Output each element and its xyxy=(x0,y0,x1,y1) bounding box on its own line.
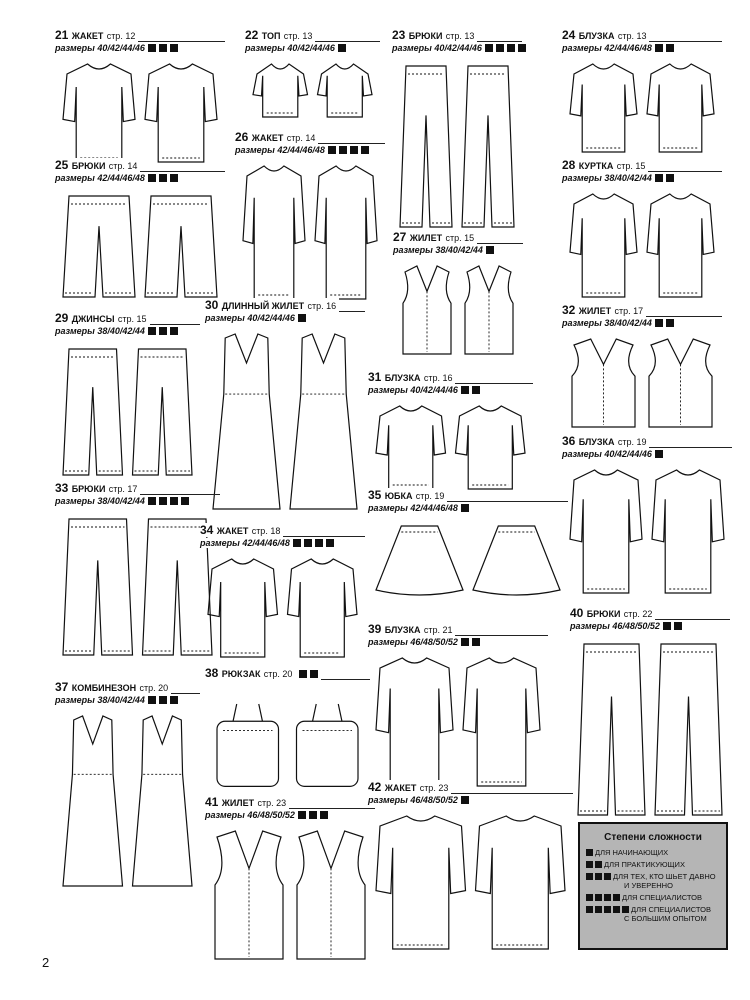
difficulty-square xyxy=(666,174,674,182)
pattern-item-24[interactable] xyxy=(562,30,722,160)
difficulty-square xyxy=(472,638,480,646)
garment-sketch xyxy=(562,466,732,599)
garment-sketch xyxy=(562,60,722,158)
item-number: 42 xyxy=(368,780,382,794)
difficulty-square xyxy=(298,811,306,819)
garment-sketch xyxy=(55,513,220,661)
legend-title: Степени сложности xyxy=(604,832,702,843)
item-header xyxy=(368,624,548,650)
difficulty-square xyxy=(655,450,663,458)
pattern-item-34[interactable] xyxy=(200,525,365,665)
item-name: ЖАКЕТ xyxy=(251,133,284,143)
difficulty-square xyxy=(170,44,178,52)
item-number: 24 xyxy=(562,28,576,42)
difficulty-square xyxy=(666,319,674,327)
item-number: 28 xyxy=(562,158,576,172)
item-sizes xyxy=(235,145,371,155)
garment-sketch xyxy=(200,555,365,663)
pattern-item-29[interactable] xyxy=(55,313,200,483)
item-page: стр. 17 xyxy=(614,306,644,316)
item-header xyxy=(245,30,380,56)
difficulty-square xyxy=(326,539,334,547)
item-title xyxy=(562,303,646,317)
difficulty-square xyxy=(674,622,682,630)
pattern-item-39[interactable] xyxy=(368,624,548,794)
item-title xyxy=(55,311,150,325)
item-sizes xyxy=(562,173,676,183)
legend-row xyxy=(586,860,720,869)
garment-sketch xyxy=(570,638,730,821)
sizes-text: размеры 42/44/46/48 xyxy=(200,538,290,548)
item-header xyxy=(55,483,220,509)
item-name: ДЖИНСЫ xyxy=(71,314,115,324)
pattern-item-35[interactable] xyxy=(368,490,568,600)
item-header xyxy=(55,682,200,708)
sizes-text: размеры 46/48/50/52 xyxy=(205,810,295,820)
item-header xyxy=(570,608,730,634)
difficulty-square xyxy=(309,811,317,819)
difficulty-square xyxy=(159,696,167,704)
pattern-item-37[interactable] xyxy=(55,682,200,892)
difficulty-square xyxy=(655,174,663,182)
item-title xyxy=(368,488,447,502)
pattern-item-36[interactable] xyxy=(562,436,732,601)
pattern-item-22[interactable] xyxy=(245,30,380,125)
garment-sketch xyxy=(205,330,365,513)
item-number: 36 xyxy=(562,434,576,448)
garment-sketch xyxy=(55,343,200,481)
item-number: 38 xyxy=(205,666,219,680)
item-page: стр. 13 xyxy=(445,31,475,41)
item-header xyxy=(368,490,568,516)
item-number: 31 xyxy=(368,370,382,384)
legend-row xyxy=(586,893,720,902)
garment-sketch xyxy=(393,262,523,360)
item-header xyxy=(55,160,225,186)
item-header xyxy=(562,305,722,331)
item-page: стр. 14 xyxy=(286,133,316,143)
difficulty-square xyxy=(298,314,306,322)
item-title xyxy=(235,130,318,144)
item-title xyxy=(570,606,655,620)
difficulty-square xyxy=(461,796,469,804)
item-header xyxy=(235,132,385,158)
item-title xyxy=(205,666,321,680)
item-number: 37 xyxy=(55,680,69,694)
item-name: БРЮКИ xyxy=(71,161,106,171)
sizes-text: размеры 46/48/50/52 xyxy=(368,637,458,647)
item-sizes xyxy=(368,637,482,647)
item-name: БЛУЗКА xyxy=(578,31,615,41)
difficulty-square xyxy=(170,327,178,335)
item-number: 40 xyxy=(570,606,584,620)
difficulty-square xyxy=(472,386,480,394)
pattern-item-38[interactable] xyxy=(205,668,370,793)
sizes-text: размеры 38/40/42/44 xyxy=(393,245,483,255)
difficulty-square xyxy=(148,327,156,335)
pattern-item-31[interactable] xyxy=(368,372,533,497)
item-sizes xyxy=(393,245,496,255)
difficulty-square xyxy=(159,44,167,52)
difficulty-square xyxy=(148,174,156,182)
item-name: БРЮКИ xyxy=(71,484,106,494)
difficulty-square xyxy=(148,44,156,52)
item-header xyxy=(200,525,365,551)
sizes-text: размеры 38/40/42/44 xyxy=(55,496,145,506)
sizes-text: размеры 40/42/44/46 xyxy=(245,43,335,53)
garment-sketch xyxy=(392,60,522,233)
pattern-item-32[interactable] xyxy=(562,305,722,435)
difficulty-square xyxy=(299,670,307,678)
difficulty-square xyxy=(586,849,593,856)
item-page: стр. 13 xyxy=(283,31,313,41)
item-title xyxy=(55,680,171,694)
item-title xyxy=(368,622,455,636)
sizes-text: размеры 38/40/42/44 xyxy=(55,326,145,336)
pattern-item-23[interactable] xyxy=(392,30,522,235)
legend-row xyxy=(586,848,720,857)
difficulty-square xyxy=(170,696,178,704)
item-sizes xyxy=(55,695,180,705)
item-number: 25 xyxy=(55,158,69,172)
item-header xyxy=(205,300,365,326)
garment-sketch xyxy=(55,190,225,303)
pattern-item-42[interactable] xyxy=(368,782,573,957)
difficulty-square xyxy=(293,539,301,547)
difficulty-square xyxy=(148,497,156,505)
item-name: ЮБКА xyxy=(384,491,413,501)
item-page: стр. 13 xyxy=(617,31,647,41)
legend-row xyxy=(586,872,720,890)
item-number: 29 xyxy=(55,311,69,325)
item-sizes xyxy=(55,326,180,336)
item-number: 35 xyxy=(368,488,382,502)
garment-sketch xyxy=(562,190,722,303)
item-sizes xyxy=(562,43,676,53)
item-sizes xyxy=(368,503,471,513)
item-number: 27 xyxy=(393,230,407,244)
item-number: 30 xyxy=(205,298,219,312)
item-title xyxy=(205,298,339,312)
difficulty-square xyxy=(486,246,494,254)
item-sizes xyxy=(55,173,180,183)
pattern-item-40[interactable] xyxy=(570,608,730,823)
pattern-item-41[interactable] xyxy=(205,797,375,967)
sizes-text: размеры 38/40/42/44 xyxy=(562,318,652,328)
legend-row xyxy=(586,905,720,923)
item-page: стр. 16 xyxy=(423,373,453,383)
difficulty-square xyxy=(604,873,611,880)
item-header xyxy=(392,30,522,56)
difficulty-square xyxy=(361,146,369,154)
legend-text-cont: С БОЛЬШИМ ОПЫТОМ xyxy=(624,914,707,923)
difficulty-square xyxy=(320,811,328,819)
item-name: КУРТКА xyxy=(578,161,614,171)
difficulty-square xyxy=(595,873,602,880)
garment-sketch xyxy=(55,712,200,890)
item-title xyxy=(562,28,649,42)
page-number: 2 xyxy=(42,955,50,970)
garment-sketch xyxy=(562,335,722,433)
item-header xyxy=(562,436,732,462)
item-header xyxy=(55,313,200,339)
item-sizes xyxy=(200,538,336,548)
sizes-text: размеры 42/44/46/48 xyxy=(368,503,458,513)
item-page: стр. 17 xyxy=(108,484,138,494)
item-title xyxy=(200,523,283,537)
difficulty-square xyxy=(663,622,671,630)
item-title xyxy=(368,370,455,384)
difficulty-square xyxy=(604,894,611,901)
pattern-item-27[interactable] xyxy=(393,232,523,362)
item-sizes xyxy=(570,621,684,631)
difficulty-square xyxy=(622,906,629,913)
item-page: стр. 22 xyxy=(623,609,653,619)
item-page: стр. 23 xyxy=(257,798,287,808)
item-name: ЖАКЕТ xyxy=(216,526,249,536)
garment-sketch xyxy=(368,520,568,598)
pattern-item-33[interactable] xyxy=(55,483,220,663)
item-name: КОМБИНЕЗОН xyxy=(71,683,137,693)
difficulty-square xyxy=(170,174,178,182)
item-sizes xyxy=(55,496,191,506)
difficulty-square xyxy=(159,174,167,182)
difficulty-square xyxy=(586,873,593,880)
item-page: стр. 23 xyxy=(419,783,449,793)
garment-sketch xyxy=(245,60,380,123)
item-number: 23 xyxy=(392,28,406,42)
item-sizes xyxy=(55,43,180,53)
pattern-item-26[interactable] xyxy=(235,132,385,307)
item-page: стр. 18 xyxy=(251,526,281,536)
difficulty-square xyxy=(613,894,620,901)
difficulty-square xyxy=(170,497,178,505)
item-number: 41 xyxy=(205,795,219,809)
item-title xyxy=(368,780,451,794)
item-number: 33 xyxy=(55,481,69,495)
item-sizes xyxy=(205,810,330,820)
sizes-text: размеры 40/42/44/46 xyxy=(392,43,482,53)
item-title xyxy=(55,158,140,172)
legend-text-cont: И УВЕРЕННО xyxy=(624,881,673,890)
garment-sketch xyxy=(55,60,225,168)
item-header xyxy=(562,160,722,186)
difficulty-square xyxy=(159,497,167,505)
difficulty-square xyxy=(328,146,336,154)
difficulty-square xyxy=(586,906,593,913)
difficulty-square xyxy=(310,670,318,678)
item-sizes xyxy=(392,43,528,53)
difficulty-square xyxy=(604,906,611,913)
difficulty-square xyxy=(586,861,593,868)
legend-text: ДЛЯ ТЕХ, КТО ШЬЕТ ДАВНО xyxy=(613,872,716,881)
difficulty-square xyxy=(304,539,312,547)
item-number: 32 xyxy=(562,303,576,317)
item-header xyxy=(55,30,225,56)
pattern-item-21[interactable] xyxy=(55,30,225,170)
sizes-text: размеры 40/42/44/46 xyxy=(562,449,652,459)
item-number: 39 xyxy=(368,622,382,636)
item-name: ЖАКЕТ xyxy=(71,31,104,41)
garment-sketch xyxy=(368,812,573,955)
item-header xyxy=(562,30,722,56)
difficulty-legend xyxy=(578,822,728,950)
sizes-text: размеры 40/42/44/46 xyxy=(55,43,145,53)
item-page: стр. 19 xyxy=(415,491,445,501)
item-number: 21 xyxy=(55,28,69,42)
garment-sketch xyxy=(368,402,533,495)
item-name: ЖАКЕТ xyxy=(384,783,417,793)
item-sizes xyxy=(562,318,676,328)
item-sizes xyxy=(245,43,348,53)
item-page: стр. 15 xyxy=(117,314,147,324)
item-title xyxy=(205,795,289,809)
difficulty-square xyxy=(461,386,469,394)
sizes-text: размеры 40/42/44/46 xyxy=(368,385,458,395)
item-name: ДЛИННЫЙ ЖИЛЕТ xyxy=(221,301,305,311)
garment-sketch xyxy=(235,162,385,305)
item-title xyxy=(393,230,477,244)
item-name: БРЮКИ xyxy=(408,31,443,41)
item-number: 26 xyxy=(235,130,249,144)
garment-sketch xyxy=(205,698,370,791)
difficulty-square xyxy=(655,319,663,327)
pattern-item-25[interactable] xyxy=(55,160,225,305)
sizes-text: размеры 42/44/46/48 xyxy=(562,43,652,53)
item-header xyxy=(393,232,523,258)
item-title xyxy=(562,434,649,448)
garment-sketch xyxy=(368,654,548,792)
difficulty-square xyxy=(159,327,167,335)
sizes-text: размеры 38/40/42/44 xyxy=(55,695,145,705)
difficulty-square xyxy=(496,44,504,52)
difficulty-square xyxy=(461,638,469,646)
legend-text: ДЛЯ ПРАКТИКУЮЩИХ xyxy=(604,860,685,869)
sizes-text: размеры 46/48/50/52 xyxy=(368,795,458,805)
difficulty-square xyxy=(338,44,346,52)
item-title xyxy=(392,28,477,42)
item-page: стр. 19 xyxy=(617,437,647,447)
item-name: ЖИЛЕТ xyxy=(221,798,255,808)
difficulty-square xyxy=(485,44,493,52)
item-page: стр. 20 xyxy=(263,669,293,679)
difficulty-square xyxy=(586,894,593,901)
item-header xyxy=(368,782,573,808)
item-title xyxy=(245,28,315,42)
pattern-item-28[interactable] xyxy=(562,160,722,305)
item-number: 34 xyxy=(200,523,214,537)
item-page: стр. 21 xyxy=(423,625,453,635)
item-page: стр. 15 xyxy=(445,233,475,243)
item-name: ЖИЛЕТ xyxy=(578,306,612,316)
item-page: стр. 20 xyxy=(139,683,169,693)
difficulty-square xyxy=(613,906,620,913)
item-name: БЛУЗКА xyxy=(384,373,421,383)
difficulty-square xyxy=(518,44,526,52)
difficulty-square xyxy=(507,44,515,52)
item-header xyxy=(205,797,375,823)
item-header xyxy=(368,372,533,398)
item-name: ТОП xyxy=(261,31,281,41)
sizes-text: размеры 46/48/50/52 xyxy=(570,621,660,631)
legend-text: ДЛЯ СПЕЦИАЛИСТОВ xyxy=(622,893,702,902)
item-page: стр. 16 xyxy=(307,301,337,311)
legend-text: ДЛЯ СПЕЦИАЛИСТОВ xyxy=(631,905,711,914)
sizes-text: размеры 42/44/46/48 xyxy=(55,173,145,183)
difficulty-square xyxy=(595,894,602,901)
difficulty-square xyxy=(339,146,347,154)
item-page: стр. 14 xyxy=(108,161,138,171)
difficulty-square xyxy=(350,146,358,154)
sizes-text: размеры 42/44/46/48 xyxy=(235,145,325,155)
sizes-text: размеры 40/42/44/46 xyxy=(205,313,295,323)
item-name: ЖИЛЕТ xyxy=(409,233,443,243)
difficulty-square xyxy=(315,539,323,547)
item-page: стр. 12 xyxy=(106,31,136,41)
item-name: БЛУЗКА xyxy=(578,437,615,447)
item-title xyxy=(55,481,140,495)
difficulty-square xyxy=(595,906,602,913)
garment-sketch xyxy=(205,827,375,965)
item-title xyxy=(562,158,648,172)
item-sizes xyxy=(368,795,471,805)
difficulty-square xyxy=(595,861,602,868)
item-sizes xyxy=(205,313,308,323)
difficulty-square xyxy=(181,497,189,505)
item-name: БРЮКИ xyxy=(586,609,621,619)
item-name: РЮКЗАК xyxy=(221,669,261,679)
difficulty-square xyxy=(461,504,469,512)
item-page: стр. 15 xyxy=(616,161,646,171)
item-sizes xyxy=(562,449,665,459)
pattern-item-30[interactable] xyxy=(205,300,365,515)
item-title xyxy=(55,28,138,42)
item-sizes xyxy=(368,385,482,395)
difficulty-square xyxy=(148,696,156,704)
item-number: 22 xyxy=(245,28,259,42)
sizes-text: размеры 38/40/42/44 xyxy=(562,173,652,183)
difficulty-square xyxy=(666,44,674,52)
item-name: БЛУЗКА xyxy=(384,625,421,635)
legend-text: ДЛЯ НАЧИНАЮЩИХ xyxy=(595,848,669,857)
difficulty-square xyxy=(655,44,663,52)
item-header xyxy=(205,668,370,694)
